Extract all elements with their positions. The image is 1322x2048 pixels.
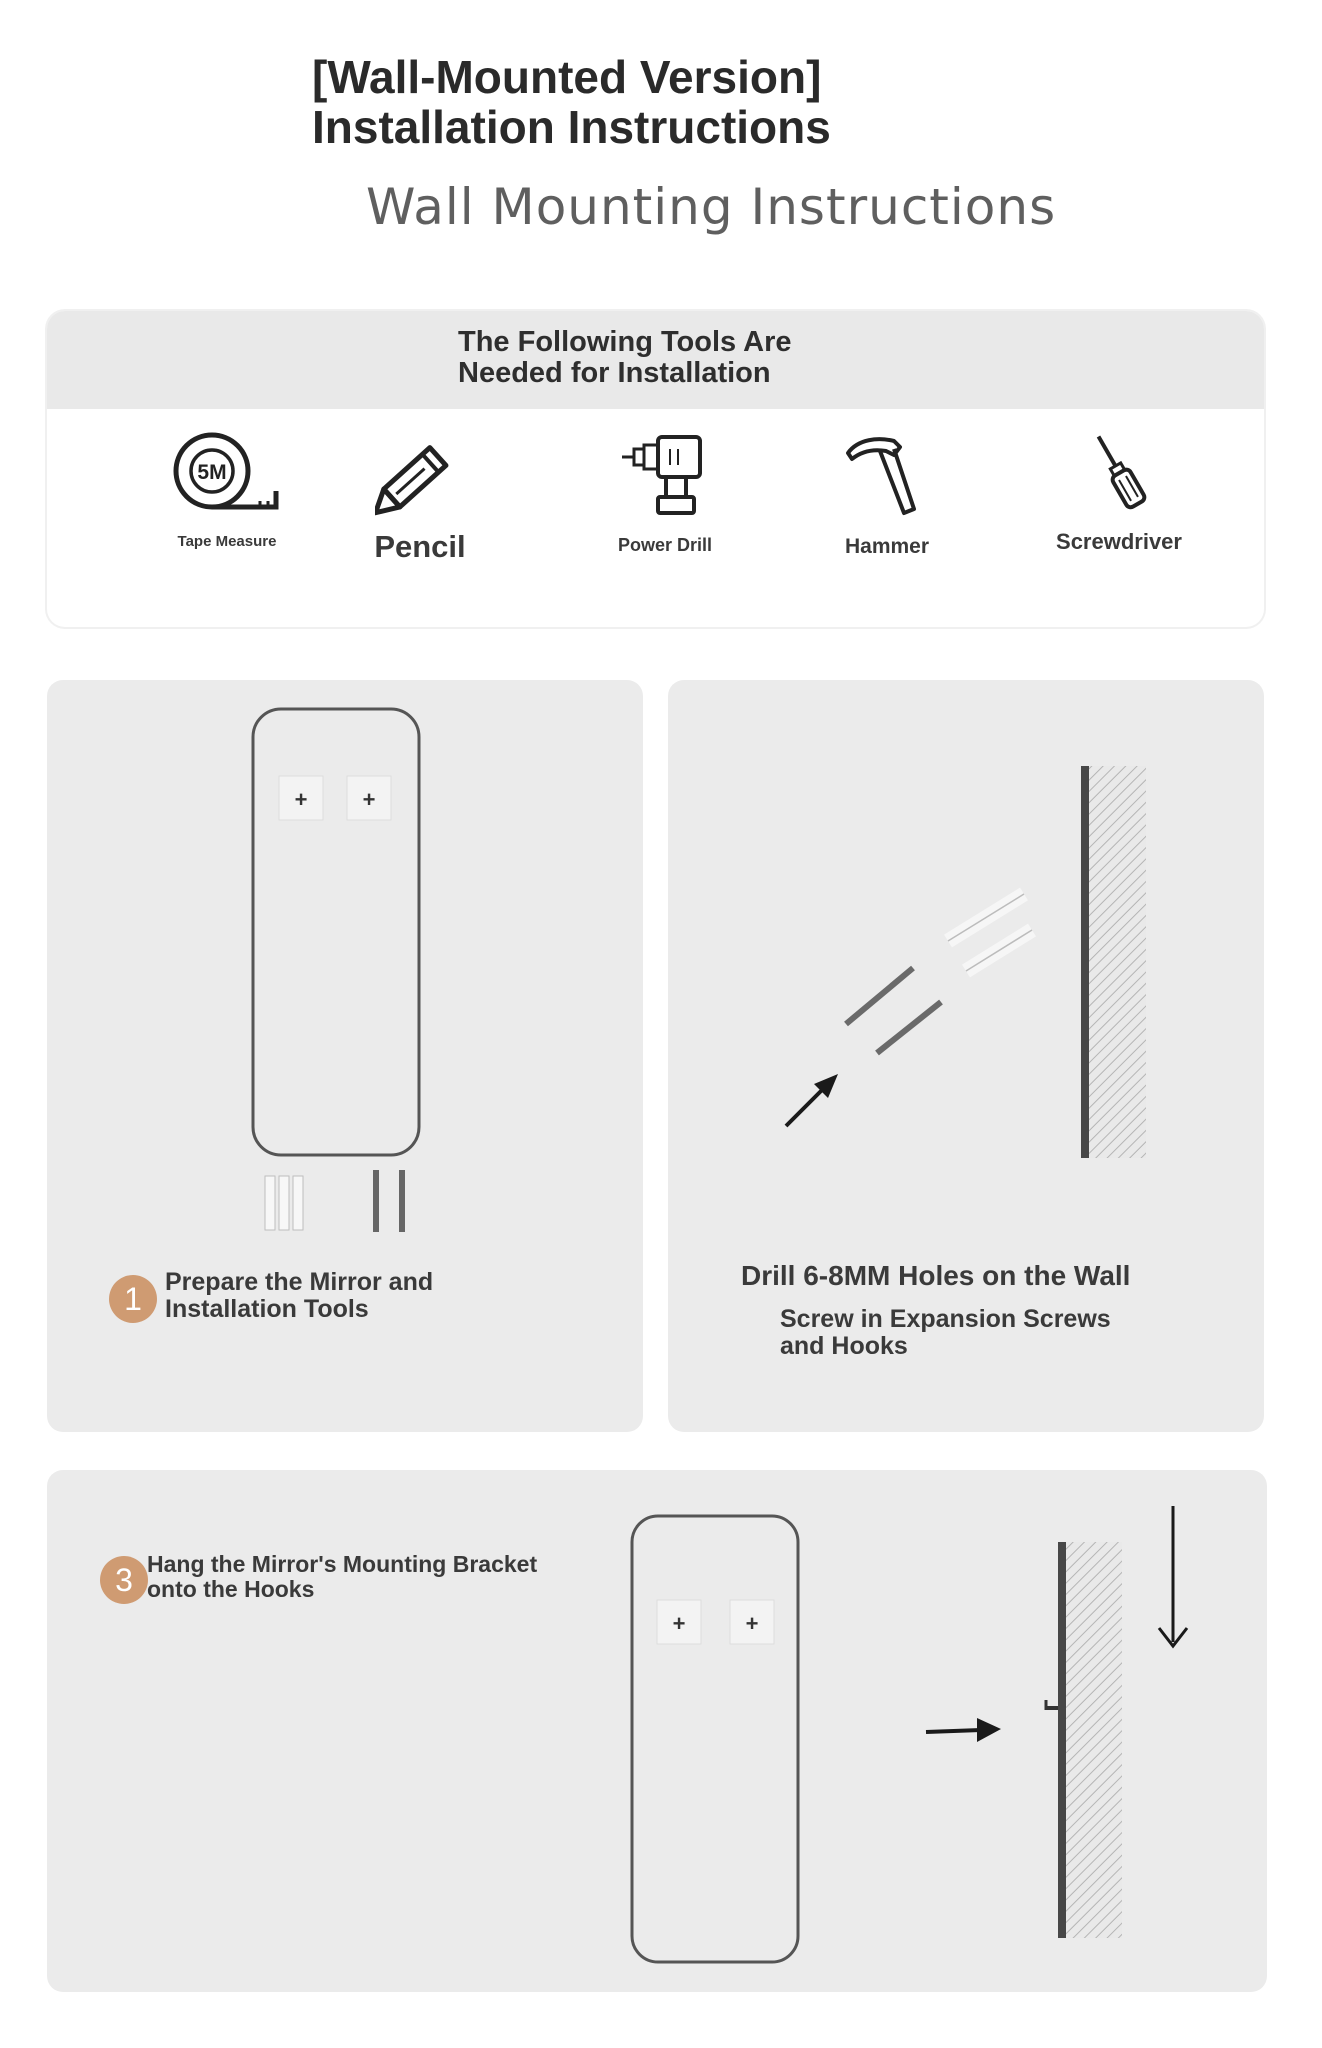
tool-label-hammer: Hammer bbox=[844, 535, 930, 558]
tool-label-power-drill: Power Drill bbox=[617, 535, 713, 555]
power-drill-icon bbox=[620, 431, 710, 517]
page-subtitle: Wall Mounting Instructions bbox=[366, 178, 1057, 236]
svg-text:+: + bbox=[745, 1611, 759, 1636]
step-1-panel bbox=[47, 680, 643, 1432]
svg-text:+: + bbox=[362, 787, 376, 812]
tool-power-drill bbox=[565, 431, 765, 556]
step-3-badge: 3 bbox=[100, 1556, 148, 1604]
tool-label-pencil: Pencil bbox=[374, 529, 466, 564]
pencil-icon bbox=[375, 431, 465, 517]
step-1-badge: 1 bbox=[109, 1275, 157, 1323]
svg-text:+: + bbox=[294, 787, 308, 812]
step-2-heading: Drill 6-8MM Holes on the Wall bbox=[741, 1260, 1131, 1291]
page-title bbox=[312, 52, 1032, 152]
tools-heading-line-2: Needed for Installation bbox=[458, 357, 771, 389]
svg-text:+: + bbox=[672, 1611, 686, 1636]
tools-header bbox=[47, 311, 1264, 409]
step-1-text-line-2: Installation Tools bbox=[165, 1295, 369, 1323]
hammer-icon bbox=[842, 431, 932, 517]
tool-tape-measure bbox=[127, 431, 327, 550]
title-line-2: Installation Instructions bbox=[312, 101, 831, 153]
tools-card bbox=[47, 311, 1264, 627]
tools-heading-line-1: The Following Tools Are bbox=[458, 326, 792, 358]
tool-hammer bbox=[787, 431, 987, 559]
step-3-panel bbox=[47, 1470, 1267, 1992]
tools-heading bbox=[458, 327, 958, 389]
hanging-illustration bbox=[47, 1470, 1267, 1992]
mirror-illustration bbox=[47, 680, 643, 1240]
step-2-panel bbox=[668, 680, 1264, 1432]
title-line-1: [Wall-Mounted Version] bbox=[312, 51, 822, 103]
tape-measure-badge: 5M bbox=[197, 461, 227, 484]
step-1-text bbox=[165, 1269, 605, 1323]
tool-label-tape-measure: Tape Measure bbox=[177, 533, 277, 550]
screwdriver-icon bbox=[1074, 431, 1164, 513]
step-2-text bbox=[780, 1306, 1220, 1360]
step-2-text-line-1: Screw in Expansion Screws bbox=[780, 1305, 1111, 1333]
step-1-text-line-1: Prepare the Mirror and bbox=[165, 1268, 434, 1296]
step-2-text-line-2: and Hooks bbox=[780, 1332, 908, 1360]
drill-illustration bbox=[668, 680, 1264, 1240]
step-3-text-line-2: onto the Hooks bbox=[147, 1576, 315, 1602]
tool-screwdriver bbox=[1019, 431, 1219, 555]
tool-pencil bbox=[320, 431, 520, 565]
step-3-text-line-1: Hang the Mirror's Mounting Bracket bbox=[147, 1551, 538, 1577]
tool-label-screwdriver: Screwdriver bbox=[1056, 529, 1182, 554]
tape-measure-icon bbox=[172, 431, 282, 515]
